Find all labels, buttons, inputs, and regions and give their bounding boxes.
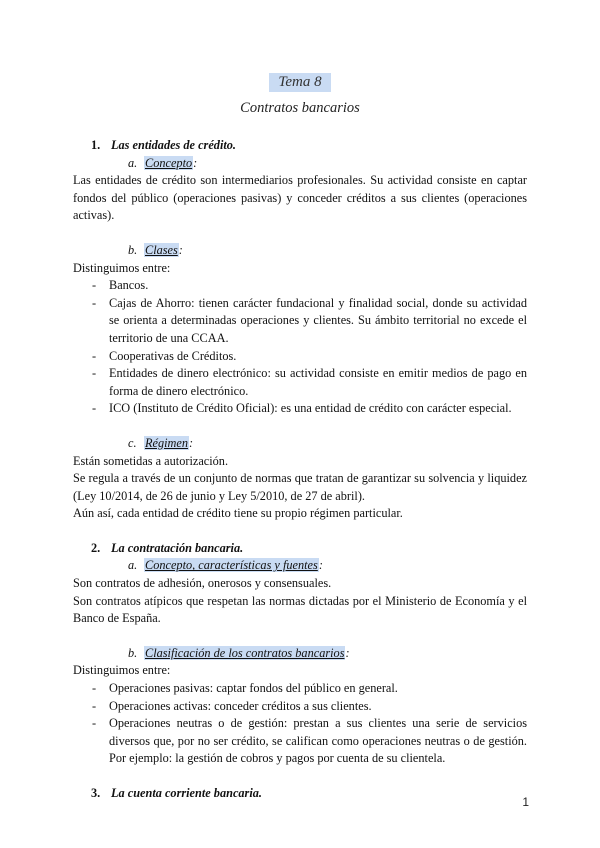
section-1c-suffix: :: [189, 435, 194, 450]
section-1c-label: Régimen: [145, 435, 189, 450]
page-title: Tema 8: [269, 73, 330, 92]
section-2a-text-1: Son contratos de adhesión, onerosos y consensuales.: [73, 576, 332, 591]
section-2b-label: Clasificación de los contratos bancarios: [145, 645, 345, 660]
section-1b-letter: b.: [128, 242, 138, 257]
section-2b-intro: Distinguimos entre:: [73, 663, 171, 678]
section-1c-text-3: Aún así, cada entidad de crédito tiene su propio régimen particular.: [73, 506, 403, 521]
section-2a-suffix: :: [318, 558, 323, 573]
list-dash: -: [92, 401, 97, 416]
section-2b-letter: b.: [128, 645, 138, 660]
title-container: [0, 73, 600, 92]
list-item-text: Operaciones pasivas: captar fondos del público en general.: [109, 681, 398, 696]
section-2a-letter: a.: [128, 558, 138, 573]
section-1c-text-2: Se regula a través de un conjunto de normas que tratan de garantizar su solvencia y liquidez (Ley 10/2014, de 26 de junio y Ley 5/2010, de 27 de abril).: [73, 471, 527, 503]
section-1a-letter: a.: [128, 155, 138, 170]
page-subtitle: Contratos bancarios: [240, 100, 360, 116]
section-1c-heading: [128, 435, 527, 453]
list-item: [73, 365, 527, 400]
list-dash: -: [92, 295, 97, 310]
document-body: [73, 137, 527, 803]
list-dash: -: [92, 698, 97, 713]
section-1b-intro: Distinguimos entre:: [73, 260, 171, 275]
section-1c-letter: c.: [128, 435, 137, 450]
section-1b-suffix: :: [178, 242, 183, 257]
page-number: 1: [522, 795, 529, 809]
list-item-text: Entidades de dinero electrónico: su actividad consiste en emitir medios de pago en forma de dinero electrónico.: [109, 366, 527, 398]
list-item-text: Operaciones neutras o de gestión: prestan a sus clientes una serie de servicios diversos que, por no ser crédito, se califican como operaciones neutras o de gestión. Por ejemplo: la gestión de cobros y pagos por cuenta de su clientela.: [109, 716, 527, 766]
list-item-text: Cooperativas de Créditos.: [109, 348, 237, 363]
list-item: [73, 348, 527, 366]
list-item: [73, 680, 527, 698]
section-2-title: La contratación bancaria.: [111, 540, 244, 555]
section-1b-heading: [128, 242, 527, 260]
list-item-text: ICO (Instituto de Crédito Oficial): es una entidad de crédito con carácter especial.: [109, 401, 512, 416]
section-2b-suffix: :: [345, 645, 350, 660]
section-1a-suffix: :: [193, 155, 198, 170]
section-2b-heading: [128, 645, 527, 663]
section-1-number: 1.: [91, 138, 101, 152]
list-item: [73, 277, 527, 295]
list-item-text: Operaciones activas: conceder créditos a sus clientes.: [109, 698, 372, 713]
list-item: [73, 698, 527, 716]
list-dash: -: [92, 348, 97, 363]
section-2-heading: [91, 540, 527, 558]
section-3-heading: [91, 785, 527, 803]
section-3-title: La cuenta corriente bancaria.: [111, 786, 262, 800]
section-1a-label: Concepto: [145, 155, 193, 170]
section-2-number: 2.: [91, 540, 101, 555]
section-1b-list: [73, 277, 527, 418]
list-item-text: Bancos.: [109, 278, 149, 293]
list-dash: -: [92, 681, 97, 696]
section-2a-label: Concepto, características y fuentes: [145, 558, 318, 573]
section-1-heading: [91, 137, 527, 155]
section-2a-text-2: Son contratos atípicos que respetan las normas dictadas por el Ministerio de Economía y el Banco de España.: [73, 593, 527, 626]
section-1a-text: Las entidades de crédito son intermediarios profesionales. Su actividad consiste en captar fondos del público (operaciones pasivas) y conceder créditos a sus clientes (operaciones activas).: [73, 173, 527, 223]
section-1-title: Las entidades de crédito.: [111, 138, 236, 152]
list-item: [73, 715, 527, 768]
section-2a-heading: [128, 557, 527, 575]
section-3-number: 3.: [91, 786, 101, 800]
list-item-text: Cajas de Ahorro: tienen carácter fundacional y finalidad social, donde su actividad se orienta a determinadas operaciones y clientes. Su ámbito territorial no excede el territorio de una CCAA.: [109, 295, 527, 345]
section-1b-label: Clases: [145, 242, 178, 257]
list-dash: -: [92, 366, 97, 381]
list-dash: -: [92, 278, 97, 293]
section-1a-heading: [128, 155, 527, 173]
section-1c-text-1: Están sometidas a autorización.: [73, 453, 229, 468]
list-item: [73, 295, 527, 348]
list-item: [73, 400, 527, 418]
list-dash: -: [92, 716, 97, 731]
section-2b-list: [73, 680, 527, 768]
